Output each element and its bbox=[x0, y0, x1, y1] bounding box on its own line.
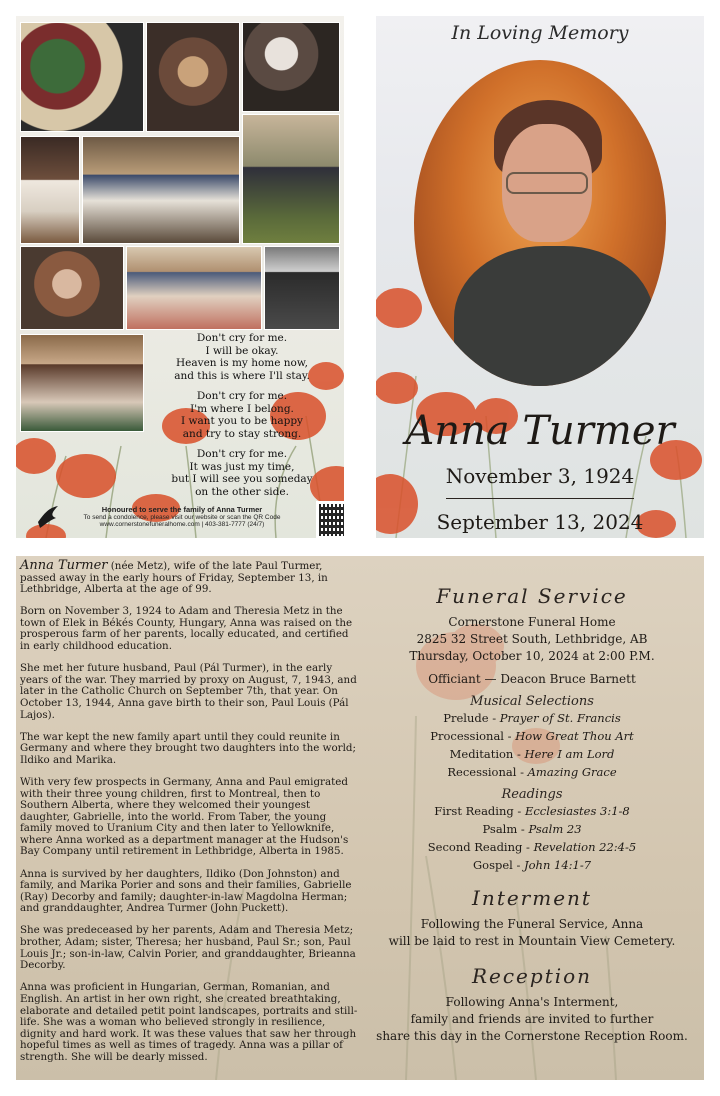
deceased-name: Anna Turmer bbox=[405, 408, 675, 454]
service-officiant: Officiant — Deacon Bruce Barnett bbox=[428, 672, 636, 686]
family-photo-couple bbox=[146, 22, 240, 132]
readings-heading: Readings bbox=[501, 787, 563, 802]
music-label: Processional - bbox=[430, 729, 516, 743]
poem-line: on the other side. bbox=[195, 485, 289, 498]
reading-label: Second Reading - bbox=[427, 840, 534, 854]
reading-item bbox=[364, 838, 700, 856]
music-title: Amazing Grace bbox=[527, 765, 617, 779]
credit-line: To send a condolence, please visit our website or scan the QR Code bbox=[83, 513, 281, 521]
family-photo-celebration bbox=[20, 334, 144, 432]
portrait-photo-bw bbox=[264, 246, 340, 330]
music-title: Here I am Lord bbox=[524, 747, 615, 761]
reading-item bbox=[364, 856, 700, 874]
obituary-paragraph: Born on November 3, 1924 to Adam and Theresia Metz in the town of Elek in Békés County, Hungary, Anna was raised on the prosperous farm of her parents, locally educated, and certified in early childhood education. bbox=[20, 605, 353, 653]
poem-line: Heaven is my home now, bbox=[176, 357, 308, 369]
birth-date: November 3, 1924 bbox=[445, 464, 635, 488]
poem-line: It was just my time, bbox=[189, 460, 295, 473]
music-label: Meditation - bbox=[449, 747, 525, 761]
reading-passage: Revelation 22:4-5 bbox=[533, 840, 637, 854]
reading-passage: John 14:1-7 bbox=[524, 858, 592, 872]
family-photo-selfie bbox=[20, 246, 124, 330]
music-label: Recessional - bbox=[447, 765, 528, 779]
qr-code[interactable] bbox=[316, 501, 344, 538]
wedding-photo bbox=[20, 136, 80, 244]
obituary-paragraph: Anna was proficient in Hungarian, German, Romanian, and English. An artist in her own right, she created breathtaking, elaborate and detailed petit point landscapes, portraits and still-life. She was a woman who believed strongly in resilience, dignity and hard work. It was these values that saw her through hopeful times as well as times of tragedy. Anna was a pillar of strength. She will be dearly missed. bbox=[20, 981, 358, 1063]
interment-text: Following the Funeral Service, Anna bbox=[420, 917, 644, 931]
poem-stanza bbox=[146, 332, 338, 382]
dove-logo-icon bbox=[36, 504, 60, 530]
family-photo-group bbox=[82, 136, 240, 244]
poem-line: I will be okay. bbox=[205, 344, 279, 357]
reading-item bbox=[364, 820, 700, 838]
music-item bbox=[364, 709, 700, 727]
family-photo-outdoor bbox=[242, 114, 340, 244]
poem-stanza bbox=[146, 390, 338, 440]
family-photo-christmas bbox=[20, 22, 144, 132]
portrait-photo bbox=[414, 60, 666, 386]
reading-label: Psalm - bbox=[482, 822, 529, 836]
collage-panel bbox=[16, 16, 344, 538]
reading-passage: Ecclesiastes 3:1-8 bbox=[524, 804, 630, 818]
service-address: 2825 32 Street South, Lethbridge, AB bbox=[416, 632, 648, 646]
poem-line: and this is where I'll stay. bbox=[174, 369, 310, 382]
service-datetime: Thursday, October 10, 2024 at 2:00 P.M. bbox=[409, 649, 655, 663]
poem-line: Don't cry for me. bbox=[196, 332, 288, 344]
poem-line: I want you to be happy bbox=[181, 415, 303, 427]
musical-selections-heading: Musical Selections bbox=[470, 694, 594, 709]
memory-heading: In Loving Memory bbox=[451, 22, 629, 44]
poem-line: Don't cry for me. bbox=[196, 448, 288, 460]
credit-title: Honoured to serve the family of Anna Turmer bbox=[101, 505, 263, 514]
family-photo-gathering bbox=[126, 246, 262, 330]
interment-heading: Interment bbox=[472, 886, 592, 910]
reception-heading: Reception bbox=[471, 964, 593, 988]
family-photo-elderly bbox=[242, 22, 340, 112]
funeral-home-credit bbox=[62, 506, 302, 529]
reading-item bbox=[364, 802, 700, 820]
reception-text: family and friends are invited to further bbox=[410, 1012, 654, 1026]
poem bbox=[146, 332, 338, 506]
music-label: Prelude - bbox=[443, 711, 500, 725]
service-venue: Cornerstone Funeral Home bbox=[448, 615, 616, 629]
reception-text: share this day in the Cornerstone Reception Room. bbox=[376, 1029, 688, 1043]
music-item bbox=[364, 763, 700, 781]
service-details bbox=[364, 584, 700, 1045]
music-title: Prayer of St. Francis bbox=[499, 711, 621, 725]
poem-stanza bbox=[146, 448, 338, 498]
obituary-paragraph bbox=[20, 560, 358, 596]
obituary-paragraph: The war kept the new family apart until they could reunite in Germany and where they brought two daughters into the world; Ildiko and Marika. bbox=[20, 730, 356, 766]
obituary-lead-name: Anna Turmer bbox=[20, 558, 108, 573]
interment-text: will be laid to rest in Mountain View Cemetery. bbox=[388, 934, 676, 948]
poem-line: Don't cry for me. bbox=[196, 390, 288, 402]
obituary bbox=[20, 560, 358, 1074]
music-item bbox=[364, 727, 700, 745]
death-date: September 13, 2024 bbox=[436, 510, 644, 534]
obituary-paragraph: With very few prospects in Germany, Anna and Paul emigrated with their three young children, first to Montreal, then to Southern Alberta, where they welcomed their youngest daughter, Gabrielle, into the world. From Taber, the young family moved to Uranium City and then later to Yellowknife, where Anna worked as a department manager at the Hudson's Bay Company until retirement in Lethbridge, Alberta in 1985. bbox=[20, 775, 349, 858]
poem-line: but I will see you someday bbox=[171, 473, 313, 485]
obituary-paragraph: She was predeceased by her parents, Adam and Theresia Metz; brother, Adam; sister, Theresa; her husband, Paul Sr.; son, Paul Louis Jr.; son-in-law, Calvin Porier, and granddaughter, Brieanna Decorby. bbox=[20, 924, 356, 972]
obituary-lead-text: (née Metz), wife of the late Paul Turmer, passed away in the early hours of Friday, September 13, in Lethbridge, Alberta at the age of 99. bbox=[20, 560, 328, 596]
reading-label: First Reading - bbox=[434, 804, 525, 818]
cover-panel bbox=[376, 16, 704, 538]
poem-line: and try to stay strong. bbox=[182, 427, 302, 440]
poem-line: I'm where I belong. bbox=[190, 402, 294, 415]
music-title: How Great Thou Art bbox=[515, 729, 634, 743]
music-item bbox=[364, 745, 700, 763]
inside-panel bbox=[16, 556, 704, 1080]
reception-text: Following Anna's Interment, bbox=[445, 995, 619, 1009]
funeral-service-heading: Funeral Service bbox=[436, 584, 628, 608]
reading-passage: Psalm 23 bbox=[528, 822, 582, 836]
reading-label: Gospel - bbox=[472, 858, 525, 872]
date-divider bbox=[446, 498, 634, 499]
obituary-paragraph: She met her future husband, Paul (Pál Turmer), in the early years of the war. They married by proxy on August, 7, 1943, and later in the Catholic Church on September 7th, that year. On October 13, 1944, Anna gave birth to their son, Paul Louis (Pál Lajos). bbox=[20, 662, 357, 721]
obituary-paragraph: Anna is survived by her daughters, Ildiko (Don Johnston) and family, and Marika Porier and sons and their families, Gabrielle (Ray) Decorby and family; daughter-in-law Magdolna Herman; and granddaughter, Andrea Turmer (John Puckett). bbox=[20, 867, 352, 915]
credit-contact: www.cornerstonefuneralhome.com | 403-381-7777 (24/7) bbox=[99, 521, 265, 528]
